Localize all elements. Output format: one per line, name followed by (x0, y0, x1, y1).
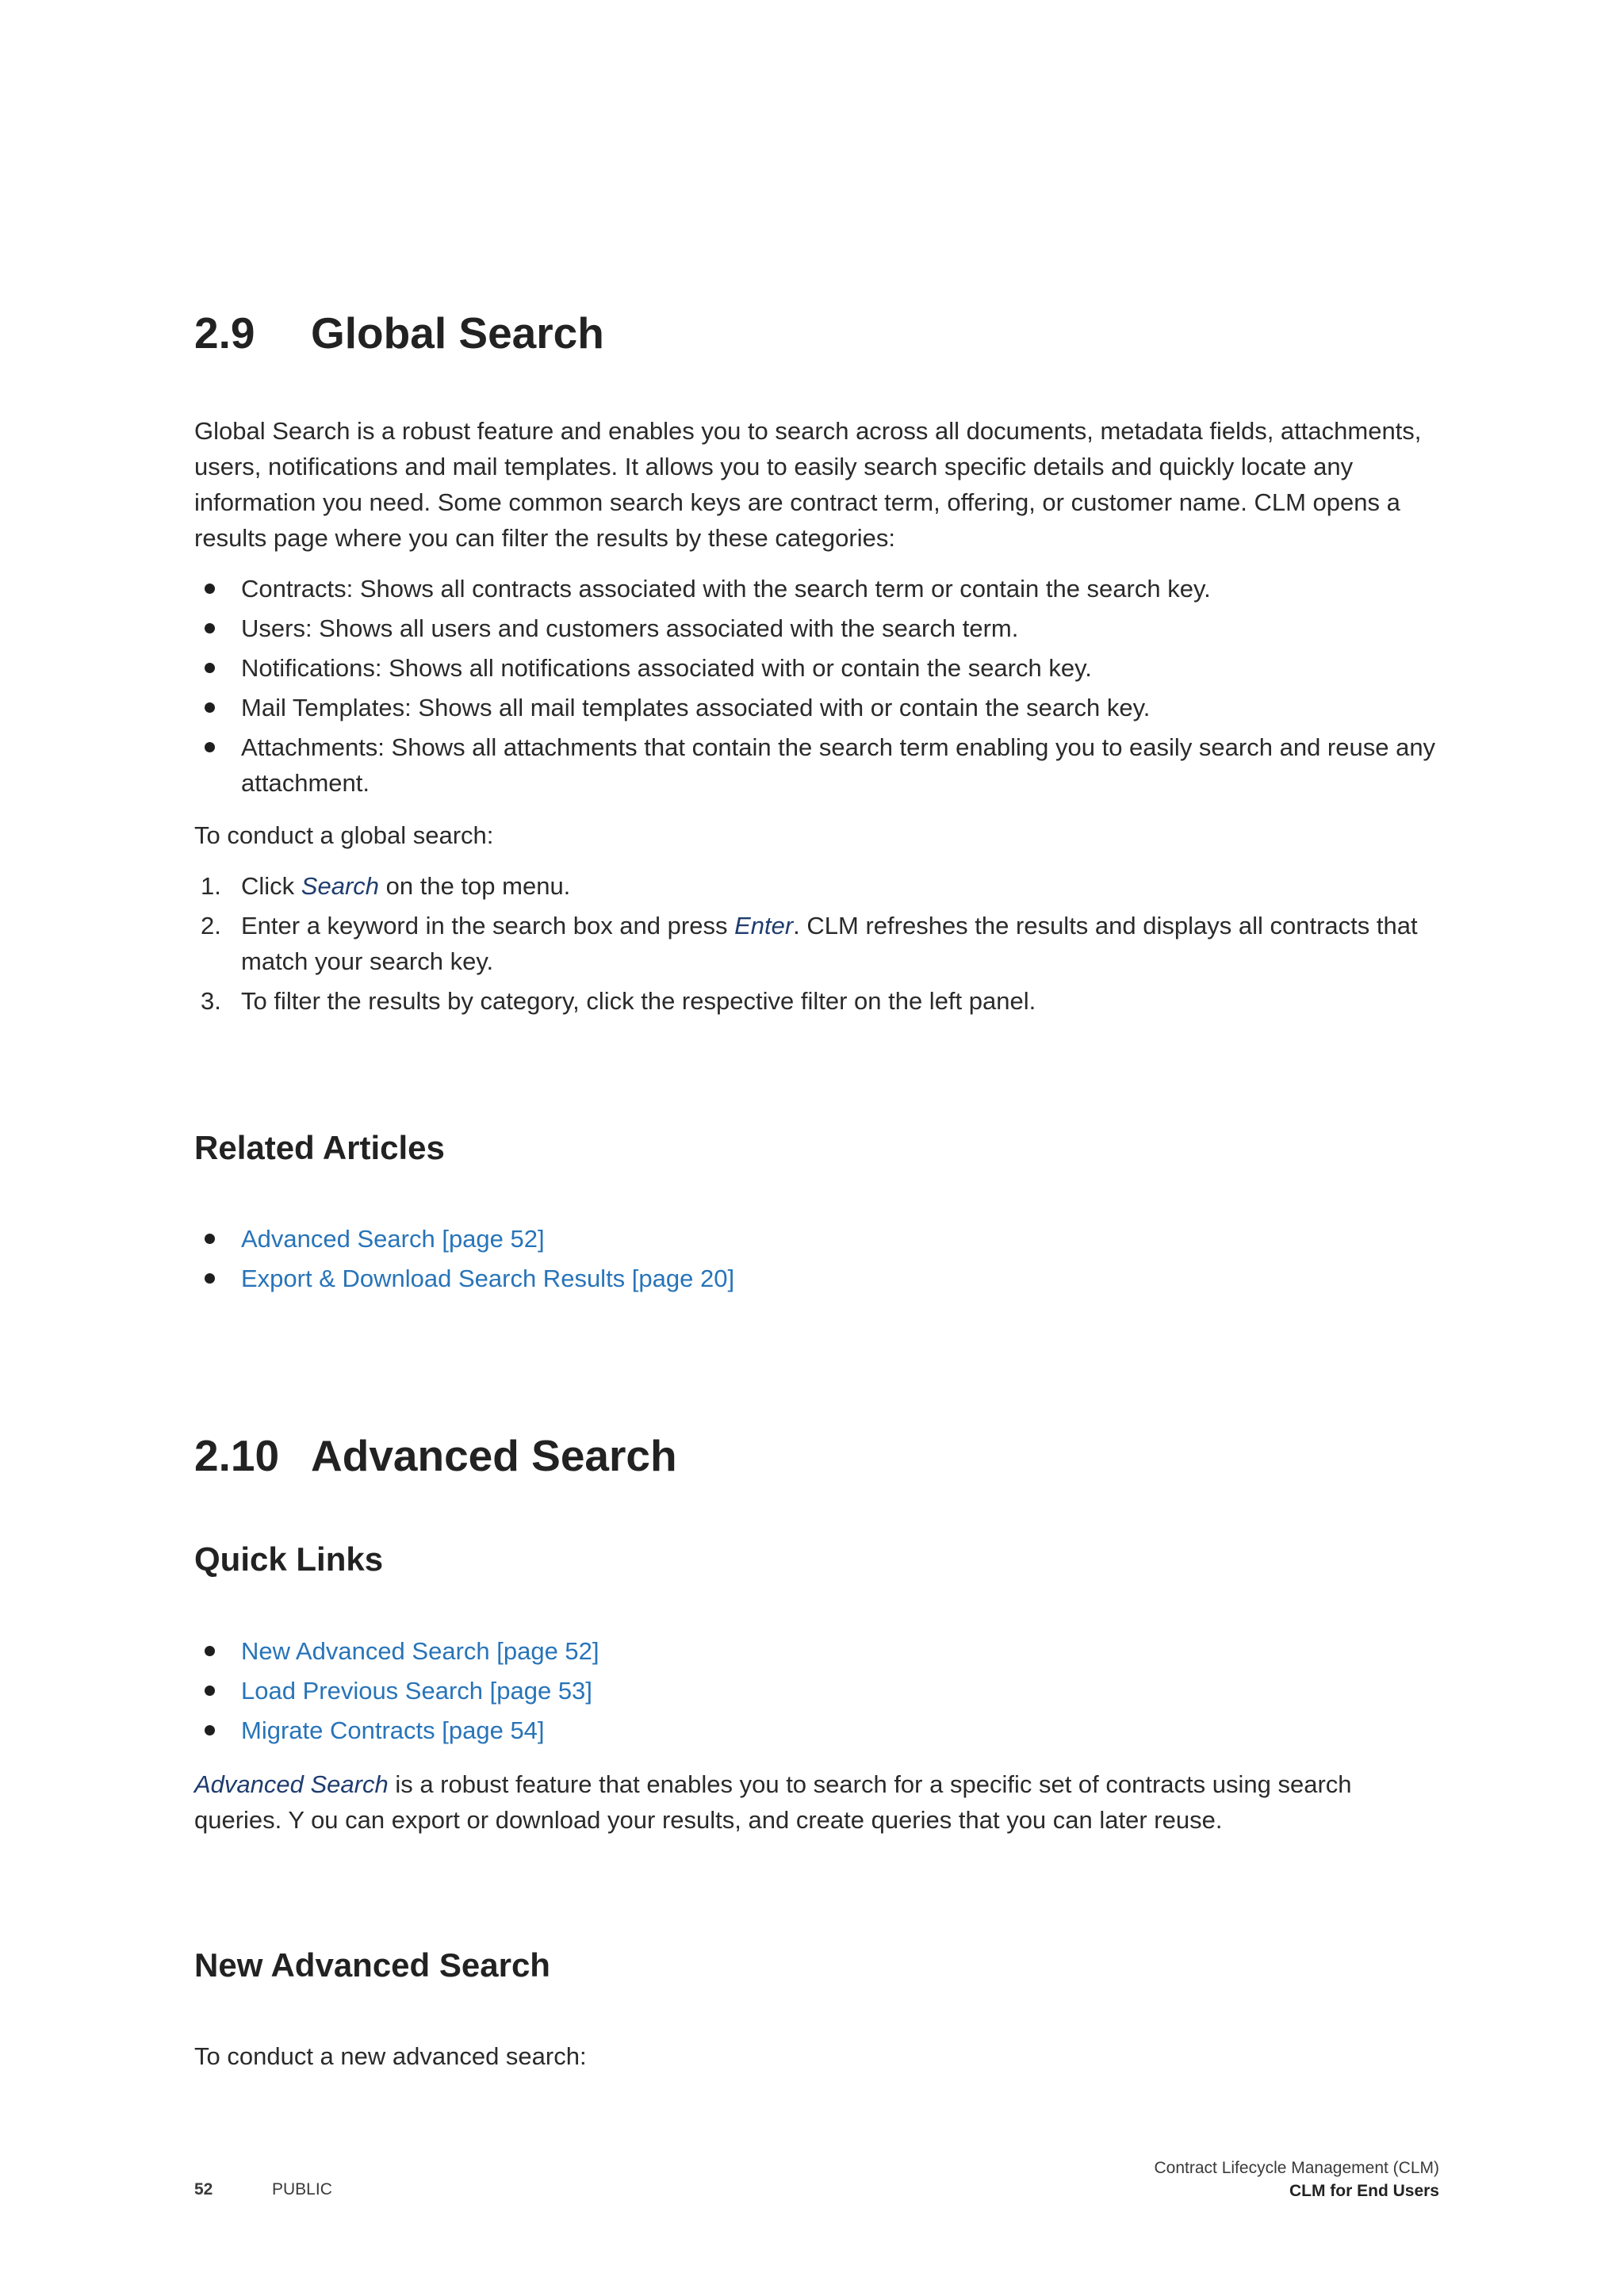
list-item (194, 1261, 1439, 1296)
section-heading-global-search (194, 305, 604, 361)
list-item (194, 571, 1439, 607)
list-item (194, 1712, 1439, 1748)
step-number: 2. (201, 912, 221, 939)
section-heading-advanced-search (194, 1428, 677, 1483)
link-export-download[interactable]: Export & Download Search Results [page 20] (241, 1265, 735, 1292)
global-search-intro: Global Search is a robust feature and enables you to search across all documents, metadata fields, attachments, users, notifications and mail templates. It allows you to easily search specific details and quickly locate any information you need. Some common search keys are contract term, offering, or customer name. CLM opens a results page where you can filter the results by these categories: (194, 417, 1422, 552)
step-text: . CLM refreshes the results and displays all contracts that match your search key. (241, 912, 1418, 975)
page-number: 52 (194, 2180, 213, 2198)
procedure-step (194, 908, 1439, 979)
procedure-intro: To conduct a global search: (194, 821, 494, 849)
list-item (194, 1221, 1439, 1257)
section-title: Advanced Search (311, 1431, 677, 1480)
bullet-icon (205, 1646, 215, 1656)
description-text: is a robust feature that enables you to search for a specific set of contracts using search queries. Y ou can export or download your results, and create queries that you can later reuse. (194, 1770, 1352, 1834)
step-text: Click (241, 872, 301, 900)
bullet-icon (205, 702, 215, 713)
new-advanced-search-heading: New Advanced Search (194, 1946, 550, 1984)
list-item (194, 650, 1439, 686)
list-item-text: Attachments: Shows all attachments that contain the search term enabling you to easily search and reuse any attachment. (241, 733, 1436, 797)
ui-term: Enter (734, 912, 794, 939)
bullet-icon (205, 663, 215, 673)
category-list (194, 571, 1439, 805)
link-new-advanced-search[interactable]: New Advanced Search [page 52] (241, 1637, 599, 1665)
quick-links-heading: Quick Links (194, 1540, 384, 1578)
list-item (194, 690, 1439, 725)
bullet-icon (205, 742, 215, 752)
step-text: Enter a keyword in the search box and press (241, 912, 735, 939)
related-links-list (194, 1221, 1439, 1300)
list-item (194, 729, 1439, 801)
bullet-icon (205, 1686, 215, 1696)
section-number: 2.10 (194, 1431, 280, 1480)
list-item (194, 610, 1439, 646)
bullet-icon (205, 623, 215, 633)
link-migrate-contracts[interactable]: Migrate Contracts [page 54] (241, 1716, 545, 1744)
link-load-previous-search[interactable]: Load Previous Search [page 53] (241, 1677, 592, 1705)
step-number: 1. (201, 872, 221, 900)
bullet-icon (205, 1725, 215, 1735)
procedure-step (194, 983, 1439, 1019)
list-item-text: Notifications: Shows all notifications associated with or contain the search key. (241, 654, 1092, 682)
step-number: 3. (201, 987, 221, 1015)
quick-links-list (194, 1633, 1439, 1752)
procedure-steps (194, 868, 1439, 1023)
link-advanced-search[interactable]: Advanced Search [page 52] (241, 1225, 545, 1253)
step-text: To filter the results by category, click the respective filter on the left panel. (241, 987, 1036, 1015)
list-item (194, 1633, 1439, 1669)
bullet-icon (205, 1273, 215, 1284)
footer-right (1155, 2156, 1439, 2202)
section-title: Global Search (311, 308, 604, 358)
list-item-text: Mail Templates: Shows all mail templates associated with or contain the search key. (241, 694, 1151, 721)
procedure-step (194, 868, 1439, 904)
footer-left (194, 2180, 332, 2199)
advanced-search-description (194, 1766, 1439, 1838)
step-text: on the top menu. (379, 872, 571, 900)
list-item-text: Users: Shows all users and customers associated with the search term. (241, 614, 1019, 642)
bullet-icon (205, 1234, 215, 1244)
document-title: Contract Lifecycle Management (CLM) (1154, 2159, 1439, 2177)
document-subtitle: CLM for End Users (1289, 2182, 1439, 2200)
new-advanced-search-intro: To conduct a new advanced search: (194, 2042, 587, 2070)
section-number: 2.9 (194, 308, 255, 358)
list-item-text: Contracts: Shows all contracts associated with the search term or contain the search key. (241, 575, 1211, 603)
related-articles-heading: Related Articles (194, 1129, 445, 1166)
ui-term: Advanced Search (194, 1770, 389, 1798)
ui-term: Search (301, 872, 380, 900)
bullet-icon (205, 584, 215, 594)
list-item (194, 1673, 1439, 1709)
classification-label: PUBLIC (272, 2180, 332, 2198)
